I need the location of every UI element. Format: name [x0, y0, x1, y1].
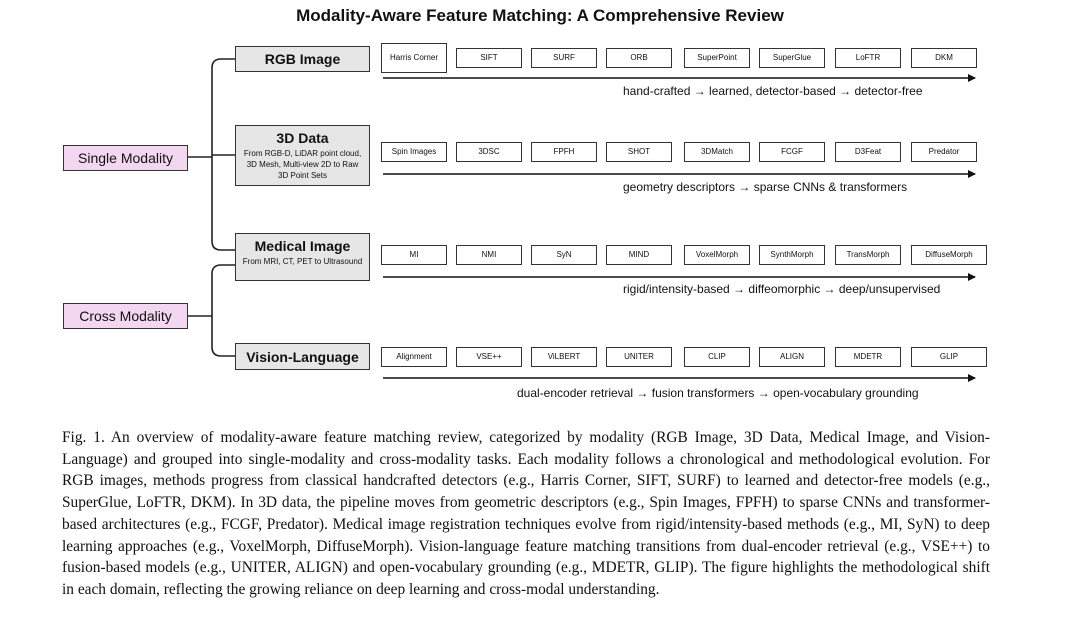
diagram-title: Modality-Aware Feature Matching: A Comprehensive Review: [296, 6, 784, 25]
modality-3d-title: 3D Data: [276, 130, 329, 146]
method-box: DKM: [911, 48, 977, 68]
method-box: MI: [381, 245, 447, 265]
modality-rgb-image: [235, 46, 370, 72]
progression-text-3d: geometry descriptors → sparse CNNs & transformers: [623, 180, 908, 194]
method-box: ALIGN: [759, 347, 825, 367]
progression-text-rgb: hand-crafted → learned, detector-based → detector-free: [623, 84, 923, 98]
modality-rgb-title: RGB Image: [264, 51, 341, 67]
method-box: D3Feat: [835, 142, 901, 162]
category-single-modality: Single Modality: [63, 145, 188, 171]
method-box: VoxelMorph: [684, 245, 750, 265]
method-box: ORB: [606, 48, 672, 68]
method-box: NMI: [456, 245, 522, 265]
category-cross-modality: Cross Modality: [63, 303, 188, 329]
progression-text-medical: rigid/intensity-based → diffeomorphic → deep/unsupervised: [623, 282, 941, 296]
method-box: 3DSC: [456, 142, 522, 162]
method-box: TransMorph: [835, 245, 901, 265]
method-box: ViLBERT: [531, 347, 597, 367]
method-box: DiffuseMorph: [911, 245, 987, 265]
modality-3d-data: [235, 125, 370, 186]
method-box: SIFT: [456, 48, 522, 68]
method-box: SynthMorph: [759, 245, 825, 265]
method-box: SHOT: [606, 142, 672, 162]
modality-medical-image: [235, 233, 370, 281]
figure-caption: Fig. 1. An overview of modality-aware feature matching review, categorized by modality (RGB Image, 3D Data, Medical Image, and Vision-Language) and grouped into single-modality and cross-modality tasks. Each modality follows a chronological and methodological evolution. For RGB images, methods progress from classical handcrafted detectors (e.g., Harris Corner, SIFT, SURF) to learned and detector-free models (e.g., SuperGlue, LoFTR, DKM). In 3D data, the pipeline moves from geometric descriptors (e.g., Spin Images, FPFH) to sparse CNNs and transformer-based architectures (e.g., FCGF, Predator). Medical image registration techniques evolve from rigid/intensity-based methods (e.g., MI, SyN) to deep learning approaches (e.g., VoxelMorph, DiffuseMorph). Vision-language feature matching transitions from dual-encoder retrieval (e.g., VSE++) to fusion-based models (e.g., UNITER, ALIGN) and open-vocabulary grounding (e.g., MDETR, GLIP). The figure highlights the methodological shift in each domain, reflecting the growing reliance on deep learning and cross-modal understanding.: [62, 429, 990, 598]
method-box: FCGF: [759, 142, 825, 162]
modality-medical-title: Medical Image: [254, 238, 351, 254]
method-box: SuperGlue: [759, 48, 825, 68]
method-box: Harris Corner: [381, 43, 447, 73]
progression-text-vl: dual-encoder retrieval → fusion transformers → open-vocabulary grounding: [517, 386, 919, 400]
method-box: SURF: [531, 48, 597, 68]
method-box: GLIP: [911, 347, 987, 367]
method-box: Predator: [911, 142, 977, 162]
method-box: SyN: [531, 245, 597, 265]
cross-bracket: [188, 265, 236, 356]
modality-vl-title: Vision-Language: [246, 349, 359, 365]
modality-medical-subtitle: From MRI, CT, PET to Ultrasound: [242, 257, 363, 266]
method-box: MIND: [606, 245, 672, 265]
method-box: UNITER: [606, 347, 672, 367]
method-box: VSE++: [456, 347, 522, 367]
method-box: 3DMatch: [684, 142, 750, 162]
method-box: LoFTR: [835, 48, 901, 68]
method-box: Alignment: [381, 347, 447, 367]
method-box: CLIP: [684, 347, 750, 367]
modality-vision-language: [235, 343, 370, 370]
method-box: SuperPoint: [684, 48, 750, 68]
method-box: FPFH: [531, 142, 597, 162]
method-box: MDETR: [835, 347, 901, 367]
modality-3d-subtitle: From RGB-D, LiDAR point cloud, 3D Mesh, Multi-view 2D to Raw 3D Point Sets: [243, 149, 362, 180]
method-box: Spin Images: [381, 142, 447, 162]
